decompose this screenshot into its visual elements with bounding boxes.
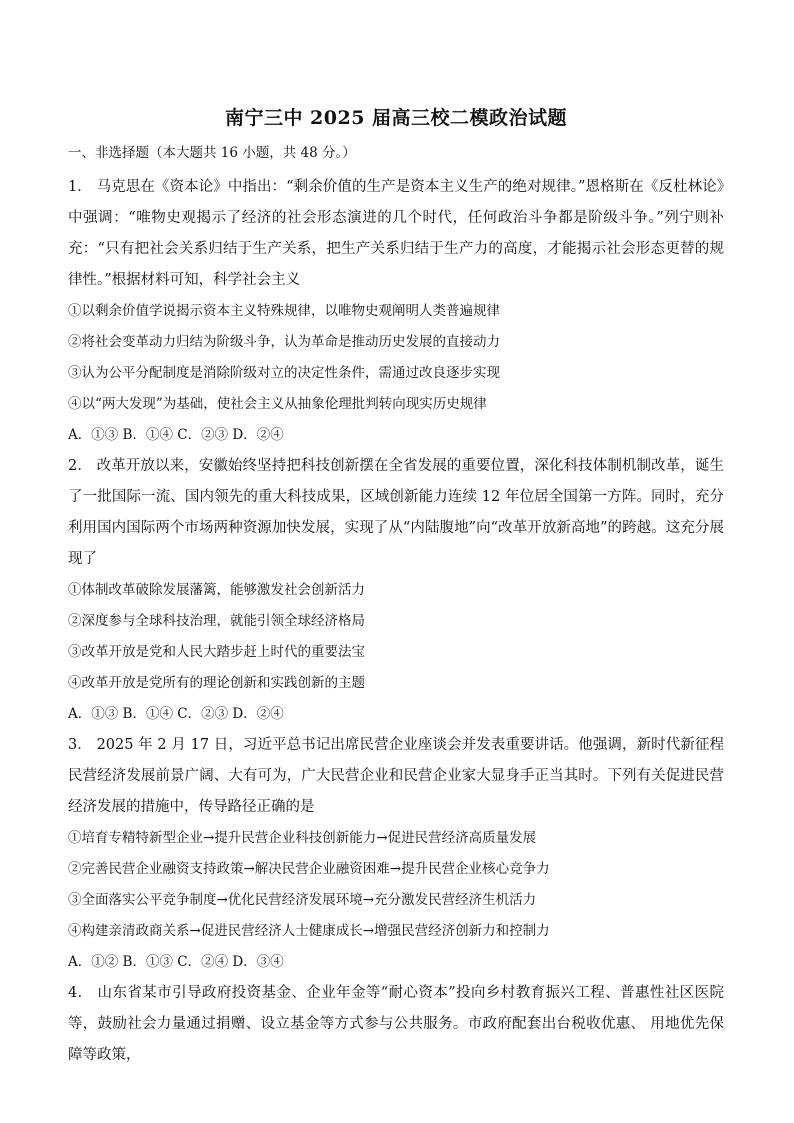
question-2 (68, 451, 724, 730)
answer-choices: A．①② B．①③ C．②④ D．③④ (68, 954, 284, 970)
option-2: ②深度参与全球科技治理，就能引领全球经济格局 (68, 613, 365, 629)
option-2: ②完善民营企业融资支持政策→解决民营企业融资困难→提升民营企业核心竞争力 (68, 861, 550, 877)
question-stem: 4． 山东省某市引导政府投资基金、企业年金等“耐心资本”投向乡村教育振兴工程、普惠性社区医院等，鼓励社会力量通过捐赠、设立基金等方式参与公共服务。市政府配套出台税收优惠、 用地优先保障等政策， (68, 985, 724, 1063)
option-3: ③全面落实公平竞争制度→优化民营经济发展环境→充分激发民营经济生机活力 (68, 892, 537, 908)
option-1: ①以剩余价值学说揭示资本主义特殊规律，以唯物史观阐明人类普遍规律 (68, 303, 500, 319)
page-title: 南宁三中 2025 届高三校二模政治试题 (224, 107, 568, 129)
option-2: ②将社会变革动力归结为阶级斗争，认为革命是推动历史发展的直接动力 (68, 334, 500, 350)
question-stem: 1． 马克思在《资本论》中指出：“剩余价值的生产是资本主义生产的绝对规律。”恩格斯在《反杜林论》中强调：“唯物史观揭示了经济的社会形态演进的几个时代，任何政治斗争都是阶级斗争。”列宁则补充：“只有把社会关系归结于生产关系，把生产关系归结于生产力的高度，才能揭示社会形态更替的规律性。”根据材料可知，科学社会主义 (68, 179, 724, 288)
question-stem: 3． 2025 年 2 月 17 日，习近平总书记出席民营企业座谈会并发表重要讲话。他强调，新时代新征程民营经济发展前景广阔、大有可为，广大民营企业和民营企业家大显身手正当其时。下列有关促进民营经济发展的措施中，传导路径正确的是 (68, 737, 724, 815)
exam-content (68, 103, 724, 1071)
option-1: ①体制改革破除发展藩篱，能够激发社会创新活力 (68, 582, 365, 598)
option-3: ③改革开放是党和人民大踏步赶上时代的重要法宝 (68, 644, 365, 660)
answer-choices: A．①③ B．①④ C．②③ D．②④ (68, 706, 284, 722)
question-4 (68, 978, 724, 1071)
question-stem: 2． 改革开放以来，安徽始终坚持把科技创新摆在全省发展的重要位置，深化科技体制机制改革，诞生了一批国际一流、国内领先的重大科技成果，区域创新能力连续 12 年位居全国第一方阵。同时，充分利用国内国际两个市场两种资源加快发展，实现了从“内陆腹地”向“改革开放新高地”的跨越。这充分展现了 (68, 458, 724, 567)
option-1: ①培育专精特新型企业→提升民营企业科技创新能力→促进民营经济高质量发展 (68, 830, 537, 846)
answer-choices: A．①③ B．①④ C．②③ D．②④ (68, 427, 284, 443)
option-4: ④改革开放是党所有的理论创新和实践创新的主题 (68, 675, 365, 691)
option-4: ④构建亲清政商关系→促进民营经济人士健康成长→增强民营经济创新力和控制力 (68, 923, 550, 939)
option-3: ③认为公平分配制度是消除阶级对立的决定性条件，需通过改良逐步实现 (68, 365, 500, 381)
option-4: ④以“两大发现”为基础，使社会主义从抽象伦理批判转向现实历史规律 (68, 396, 487, 412)
question-3 (68, 730, 724, 978)
question-1 (68, 172, 724, 451)
section-heading: 一、非选择题（本大题共 16 小题，共 48 分。） (68, 145, 356, 161)
